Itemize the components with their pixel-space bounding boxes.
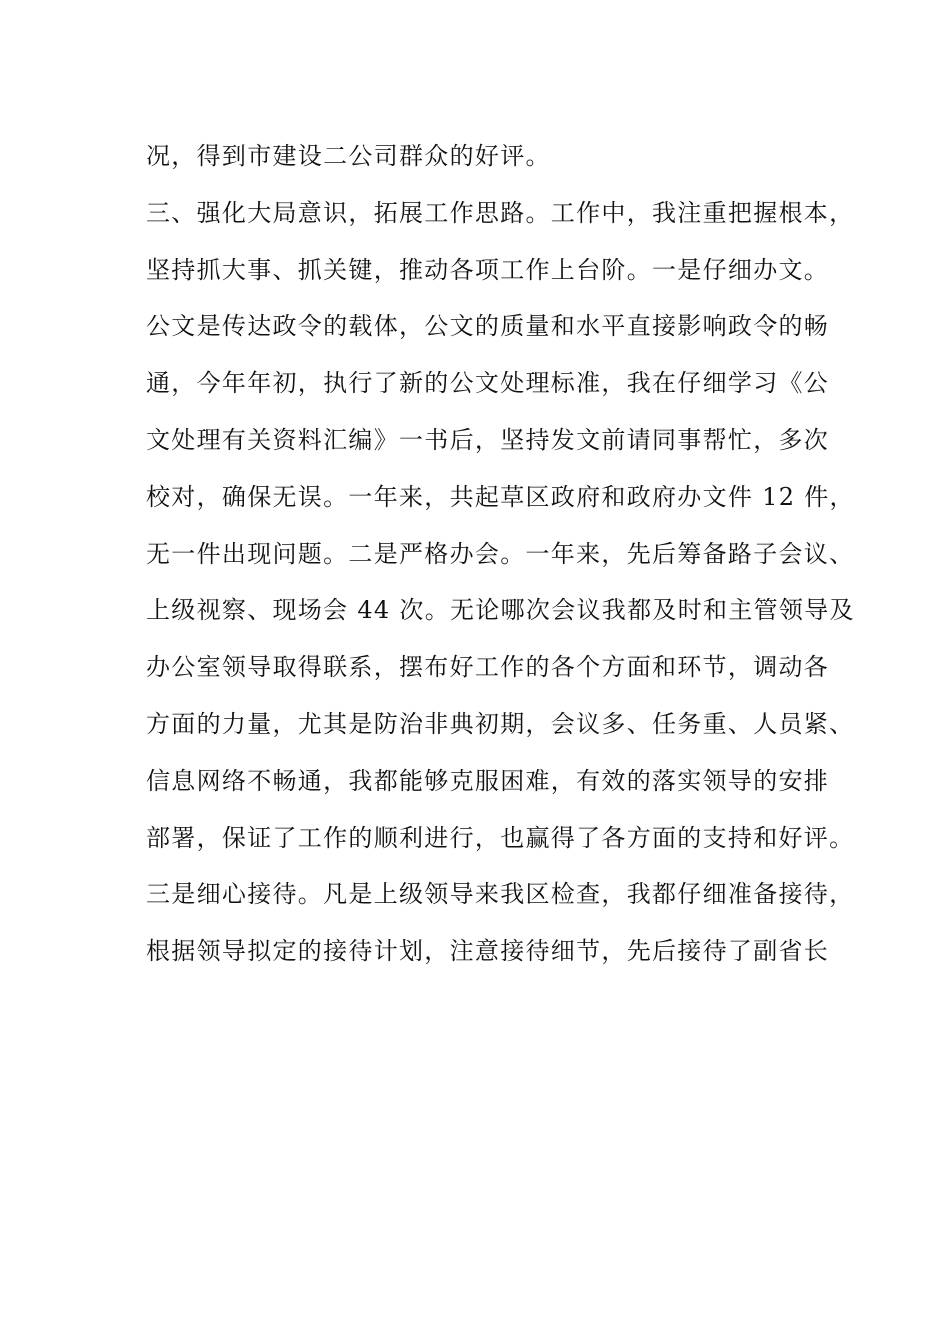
text-line: 通，今年年初，执行了新的公文处理标准，我在仔细学习《公 (146, 369, 830, 398)
text-line: 方面的力量，尤其是防治非典初期，会议多、任务重、人员紧、 (146, 709, 855, 738)
text-line: 校对，确保无误。一年来，共起草区政府和政府办文件 12 件， (146, 482, 855, 511)
text-line: 上级视察、现场会 44 次。无论哪次会议我都及时和主管领导及 (146, 596, 855, 625)
text-line: 根据领导拟定的接待计划，注意接待细节，先后接待了副省长 (146, 937, 830, 966)
text-line: 三、强化大局意识，拓展工作思路。工作中，我注重把握根本， (146, 198, 855, 227)
text-line: 况，得到市建设二公司群众的好评。 (146, 142, 551, 170)
text-line: 无一件出现问题。二是严格办会。一年来，先后筹备路子会议、 (146, 539, 855, 568)
text-line: 公文是传达政令的载体，公文的质量和水平直接影响政令的畅 (146, 312, 830, 341)
text-line: 文处理有关资料汇编》一书后，坚持发文前请同事帮忙，多次 (146, 425, 830, 454)
text-line: 部署，保证了工作的顺利进行，也赢得了各方面的支持和好评。 (146, 823, 855, 852)
text-line: 三是细心接待。凡是上级领导来我区检查，我都仔细准备接待， (146, 880, 855, 909)
body-text (146, 128, 855, 980)
text-line: 坚持抓大事、抓关键，推动各项工作上台阶。一是仔细办文。 (146, 255, 830, 284)
text-line: 办公室领导取得联系，摆布好工作的各个方面和环节，调动各 (146, 653, 830, 682)
text-line: 信息网络不畅通，我都能够克服困难，有效的落实领导的安排 (146, 766, 830, 795)
